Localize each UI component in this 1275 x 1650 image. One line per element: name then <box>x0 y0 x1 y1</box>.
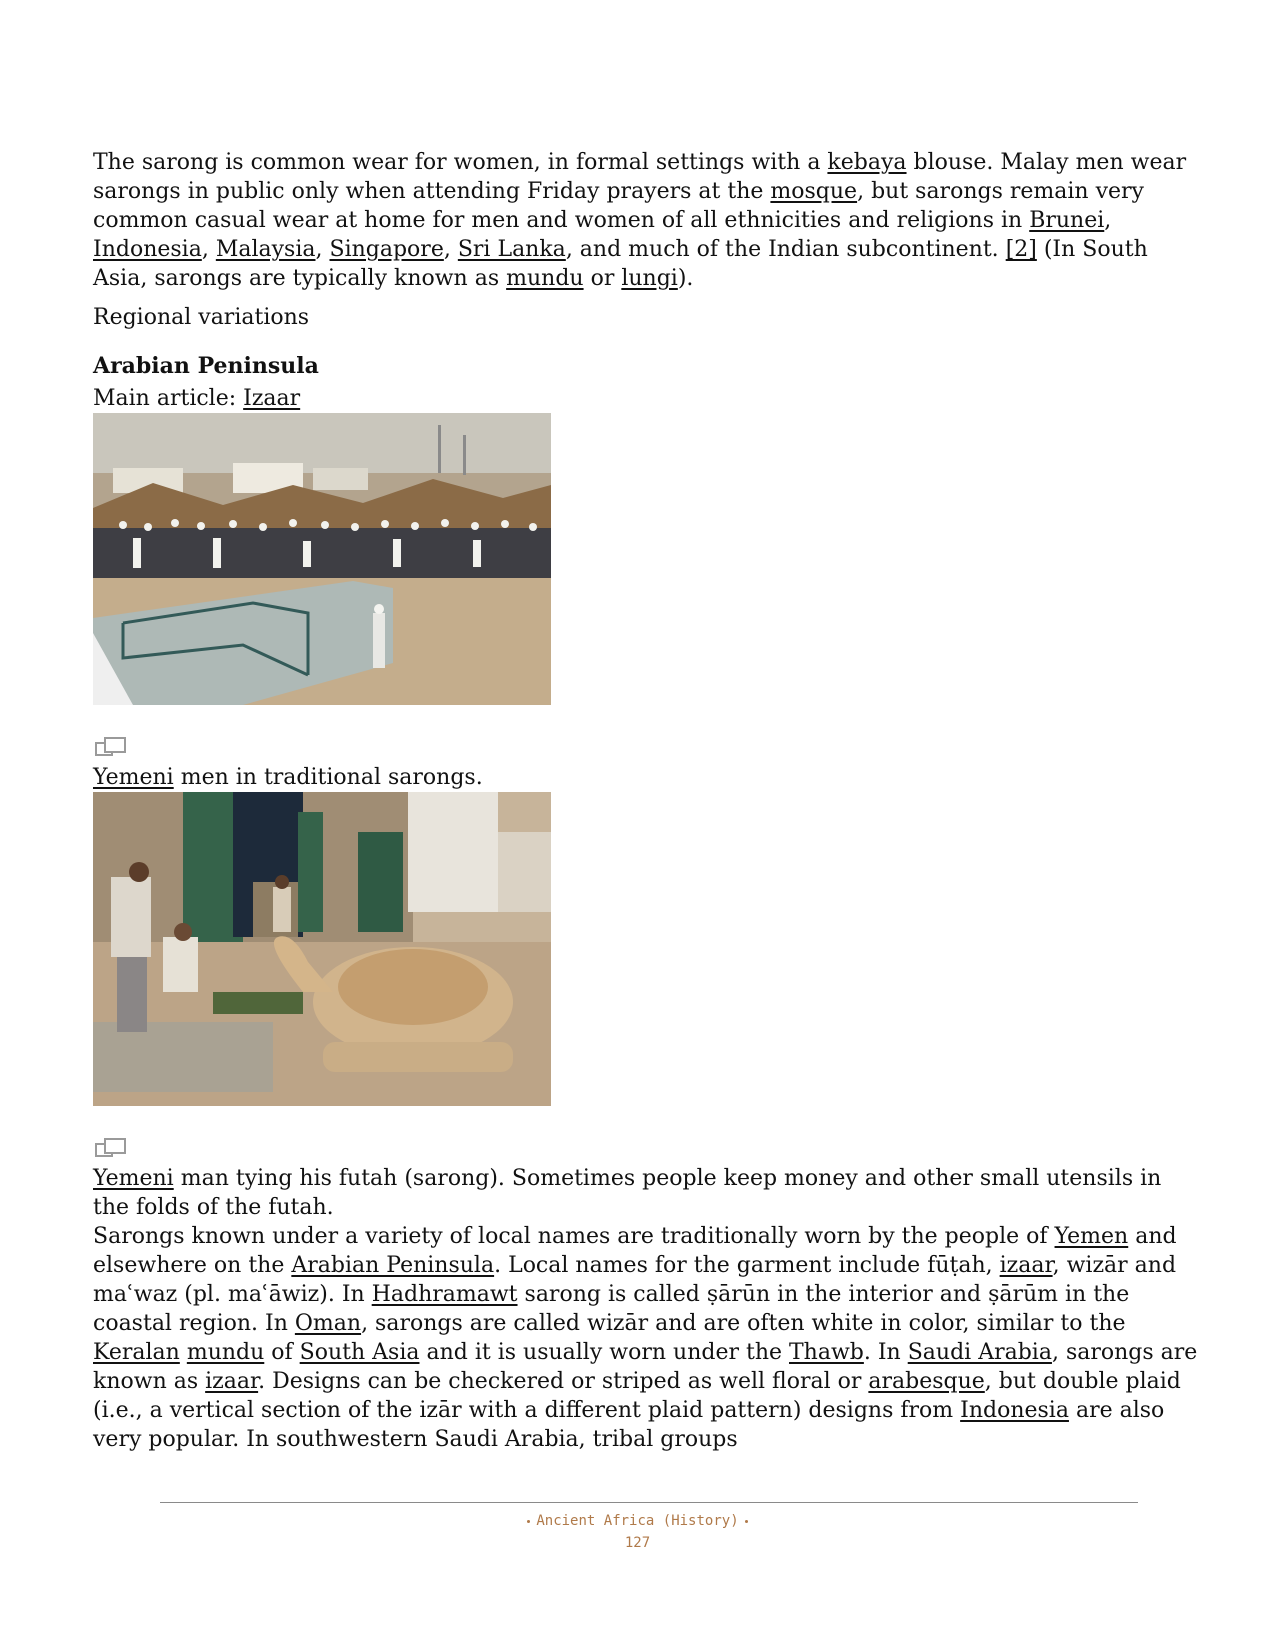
main-article-line <box>93 384 1203 413</box>
link-keralan[interactable]: Keralan <box>93 1340 180 1365</box>
page-footer <box>0 1510 1275 1554</box>
figure-yemeni-man-futah[interactable] <box>93 792 551 1106</box>
link-mosque[interactable]: mosque <box>770 179 858 204</box>
link-izaar[interactable]: izaar <box>205 1369 259 1394</box>
intro-paragraph <box>93 148 1203 293</box>
footer-title <box>0 1510 1275 1532</box>
figure-yemeni-men[interactable] <box>93 413 551 705</box>
text-run: , wizār and maʿwaz (pl. maʿāwiz). In <box>93 1253 1177 1307</box>
text-run: , but sarongs remain very common casual wear at home for men and women of all ethnicities and religions in <box>93 179 1144 233</box>
text-run: . Designs can be checkered or striped as well floral or <box>258 1369 869 1394</box>
text-run <box>180 1340 187 1365</box>
link-reference-2[interactable]: [2] <box>1005 237 1037 262</box>
text-run: sarong is called ṣārūn in the interior and ṣārūm in the coastal region. In <box>93 1282 1130 1336</box>
text-run: , and much of the Indian subcontinent. <box>565 237 1006 262</box>
link-oman[interactable]: Oman <box>294 1311 362 1336</box>
photo-market-crowd <box>93 413 551 705</box>
text-run: , <box>443 237 458 262</box>
text-run: , but double plaid (i.e., a vertical section of the izār with a different plaid pattern) designs from <box>93 1369 1181 1423</box>
regional-variations-label: Regional variations <box>93 305 310 330</box>
text-run: blouse. Malay men wear sarongs in public only when attending Friday prayers at the <box>93 150 1187 204</box>
page-number: 127 <box>624 1535 651 1551</box>
text-run: , <box>201 237 216 262</box>
text-run: . In <box>863 1340 908 1365</box>
text-run: and elsewhere on the <box>93 1224 1177 1278</box>
article-content <box>93 148 1203 1454</box>
link-izaar[interactable]: Izaar <box>243 386 301 411</box>
figure-caption-1 <box>93 763 1203 792</box>
main-article-prefix: Main article: <box>93 386 244 411</box>
link-kebaya[interactable]: kebaya <box>827 150 907 175</box>
link-mundu[interactable]: mundu <box>506 266 584 291</box>
enlarge-icon[interactable] <box>95 737 125 757</box>
text-run: , <box>315 237 330 262</box>
link-brunei[interactable]: Brunei <box>1029 208 1105 233</box>
text-run: , sarongs are known as <box>93 1340 1198 1394</box>
section-heading: Arabian Peninsula <box>93 353 319 379</box>
link-yemeni[interactable]: Yemeni <box>93 1166 174 1191</box>
footer-title-text: Ancient Africa (History) <box>536 1513 739 1529</box>
text-run: and it is usually worn under the <box>419 1340 789 1365</box>
link-south-asia[interactable]: South Asia <box>299 1340 420 1365</box>
link-izaar[interactable]: izaar <box>999 1253 1053 1278</box>
link-malaysia[interactable]: Malaysia <box>215 237 316 262</box>
photo-man-with-camel <box>93 792 551 1106</box>
text-run: or <box>583 266 622 291</box>
footer-rule <box>160 1502 1138 1503</box>
body-paragraph <box>93 1222 1203 1454</box>
text-run: of <box>264 1340 300 1365</box>
link-thawb[interactable]: Thawb <box>789 1340 864 1365</box>
link-yemeni[interactable]: Yemeni <box>93 765 174 790</box>
link-arabian-peninsula[interactable]: Arabian Peninsula <box>291 1253 495 1278</box>
text-run: The sarong is common wear for women, in formal settings with a <box>93 150 828 175</box>
text-run: Sarongs known under a variety of local names are traditionally worn by the people of <box>93 1224 1055 1249</box>
bullet-icon <box>745 1520 748 1523</box>
enlarge-icon[interactable] <box>95 1138 125 1158</box>
link-indonesia[interactable]: Indonesia <box>93 237 202 262</box>
figure-caption-2 <box>93 1164 1203 1222</box>
text-run: are also very popular. In southwestern Saudi Arabia, tribal groups <box>93 1398 1165 1452</box>
link-singapore[interactable]: Singapore <box>329 237 444 262</box>
link-indonesia[interactable]: Indonesia <box>960 1398 1069 1423</box>
link-hadhramawt[interactable]: Hadhramawt <box>371 1282 518 1307</box>
text-run: ). <box>677 266 694 291</box>
link-lungi[interactable]: lungi <box>621 266 678 291</box>
caption-text: man tying his futah (sarong). Sometimes people keep money and other small utensils in the folds of the futah. <box>93 1166 1162 1220</box>
text-run: , sarongs are called wizār and are often white in color, similar to the <box>361 1311 1126 1336</box>
text-run: . Local names for the garment include fūṭah, <box>494 1253 1000 1278</box>
link-mundu[interactable]: mundu <box>186 1340 265 1365</box>
link-saudi-arabia[interactable]: Saudi Arabia <box>907 1340 1052 1365</box>
text-run: (In South Asia, sarongs are typically known as <box>93 237 1148 291</box>
link-sri-lanka[interactable]: Sri Lanka <box>457 237 566 262</box>
bullet-icon <box>527 1520 530 1523</box>
link-yemen[interactable]: Yemen <box>1054 1224 1129 1249</box>
caption-text: men in traditional sarongs. <box>173 765 483 790</box>
link-arabesque[interactable]: arabesque <box>868 1369 985 1394</box>
text-run: , <box>1104 208 1112 233</box>
